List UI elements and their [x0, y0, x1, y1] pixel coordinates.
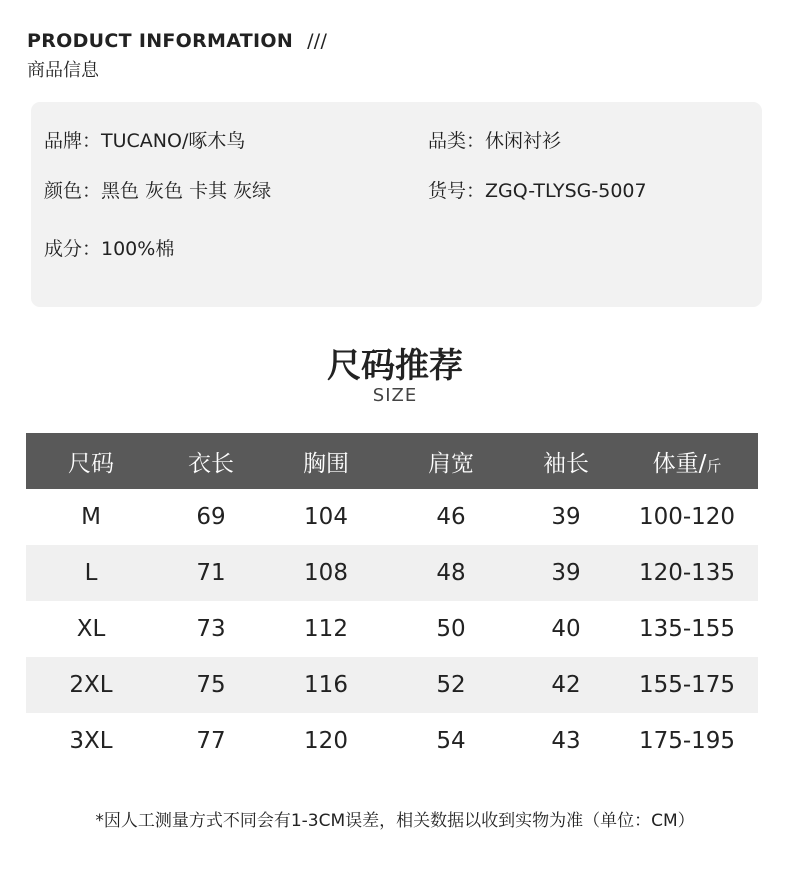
info-category: 品类：休闲衬衫	[428, 130, 562, 152]
cell-shoulder: 50	[436, 616, 466, 642]
cell-size: L	[84, 560, 98, 586]
cell-chest: 108	[304, 560, 348, 586]
header-chest: 胸围	[303, 450, 349, 477]
info-material: 成分：100%棉	[44, 238, 175, 260]
table-header-row	[26, 433, 758, 489]
table-row	[26, 489, 758, 545]
cell-length: 69	[196, 504, 226, 530]
header-length: 衣长	[188, 450, 234, 477]
cell-sleeve: 39	[551, 560, 581, 586]
size-section-subtitle: SIZE	[372, 385, 418, 406]
cell-weight: 120-135	[638, 560, 736, 586]
cell-chest: 116	[304, 672, 348, 698]
cell-weight: 155-175	[638, 672, 736, 698]
header-title-en-text: PRODUCT INFORMATION	[27, 30, 294, 52]
header-weight-unit: 斤	[706, 456, 722, 475]
header-size: 尺码	[68, 450, 114, 477]
header-slashes: ///	[307, 30, 328, 52]
product-information-header	[27, 30, 327, 82]
cell-length: 77	[196, 728, 226, 754]
product-info-panel	[31, 102, 762, 307]
size-section-title: 尺码推荐	[327, 346, 463, 386]
header-title-en	[27, 30, 327, 52]
cell-size: M	[81, 504, 101, 530]
cell-length: 73	[196, 616, 226, 642]
cell-chest: 112	[304, 616, 348, 642]
cell-sleeve: 43	[551, 728, 581, 754]
cell-sleeve: 40	[551, 616, 581, 642]
cell-length: 75	[196, 672, 226, 698]
info-sku: 货号：ZGQ-TLYSG-5007	[428, 180, 647, 202]
info-color: 颜色：黑色 灰色 卡其 灰绿	[44, 180, 272, 202]
cell-sleeve: 42	[551, 672, 581, 698]
table-row	[26, 657, 758, 713]
measurement-footnote: *因人工测量方式不同会有1-3CM误差，相关数据以收到实物为准（单位：CM）	[95, 811, 695, 831]
size-table	[26, 433, 758, 769]
cell-weight: 100-120	[638, 504, 736, 530]
info-brand: 品牌：TUCANO/啄木鸟	[44, 130, 246, 152]
table-row	[26, 713, 758, 769]
cell-length: 71	[196, 560, 226, 586]
cell-sleeve: 39	[551, 504, 581, 530]
cell-size: XL	[76, 616, 106, 642]
header-sleeve: 袖长	[543, 450, 589, 477]
cell-size: 2XL	[69, 672, 113, 698]
cell-size: 3XL	[69, 728, 113, 754]
cell-chest: 120	[304, 728, 348, 754]
cell-shoulder: 52	[436, 672, 466, 698]
cell-weight: 135-155	[638, 616, 736, 642]
cell-shoulder: 48	[436, 560, 466, 586]
header-shoulder: 肩宽	[428, 450, 474, 477]
table-row	[26, 601, 758, 657]
cell-shoulder: 46	[436, 504, 466, 530]
cell-shoulder: 54	[436, 728, 466, 754]
header-weight	[616, 445, 758, 478]
header-title-zh: 商品信息	[27, 60, 99, 81]
table-row	[26, 545, 758, 601]
header-weight-label: 体重/	[652, 450, 707, 477]
cell-weight: 175-195	[638, 728, 736, 754]
cell-chest: 104	[304, 504, 348, 530]
